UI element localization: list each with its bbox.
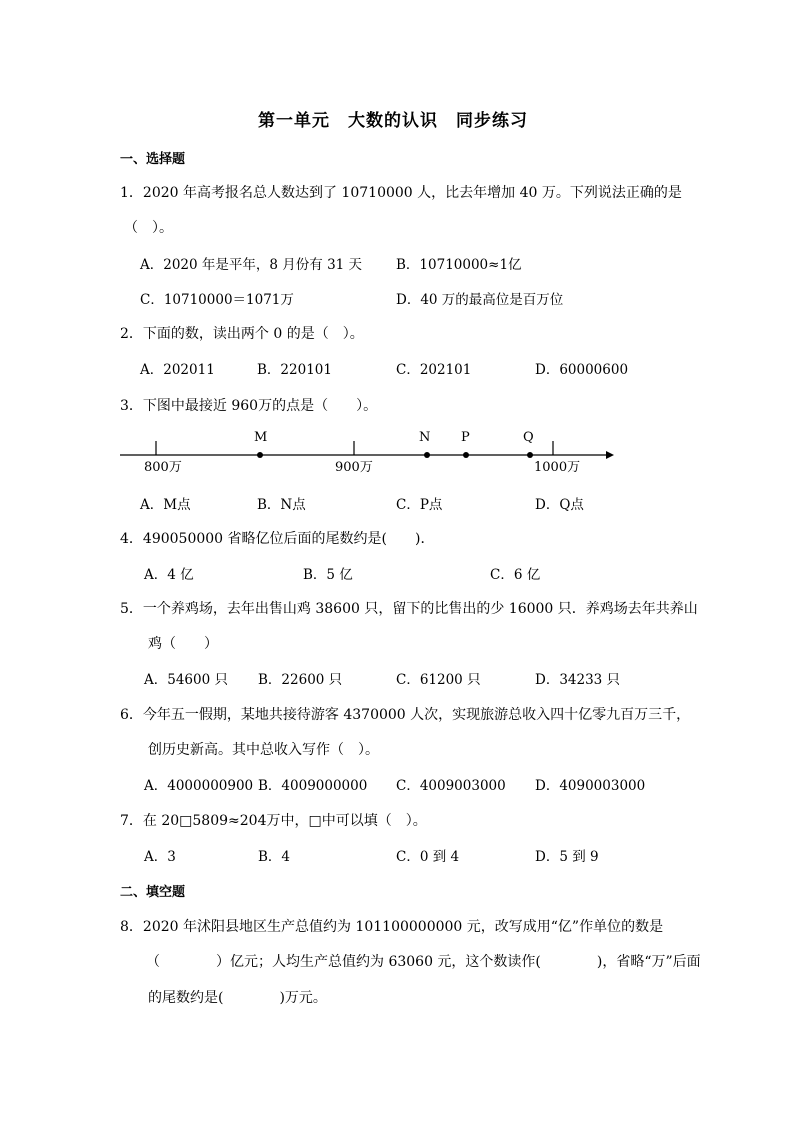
point-label-n: N (419, 430, 431, 445)
question-7-option-c: C．0 到 4 (396, 849, 460, 865)
question-7-stem: 7．在 20□5809≈204万中，□中可以填（ ）。 (120, 813, 427, 829)
section-heading-choice: 一、选择题 (120, 152, 186, 167)
question-2-option-d: D．60000600 (535, 362, 629, 378)
question-6-option-a: A．4000000900 (144, 778, 254, 794)
question-4-option-b: B．5 亿 (303, 567, 353, 583)
question-3-stem: 3．下图中最接近 960万的点是（ ）。 (120, 398, 378, 414)
question-7-option-a: A．3 (144, 849, 176, 865)
page-title: 第一单元 大数的认识 同步练习 (258, 111, 528, 131)
question-1-option-d: D．40 万的最高位是百万位 (396, 292, 564, 308)
question-5-stem-line2: 鸡（ ） (148, 636, 218, 652)
point-p (463, 452, 469, 458)
question-3-option-b: B．N点 (257, 497, 306, 513)
point-label-p: P (461, 430, 470, 445)
question-4-option-c: C．6 亿 (490, 567, 541, 583)
question-4-stem: 4．490050000 省略亿位后面的尾数约是( )． (120, 531, 435, 547)
question-3-option-c: C．P点 (396, 497, 443, 513)
question-4-option-a: A．4 亿 (144, 567, 194, 583)
question-7-option-d: D．5 到 9 (535, 849, 599, 865)
question-8-stem-line1: 8．2020 年沭阳县地区生产总值约为 101100000000 元，改写成用“亿”作单位的数是 (120, 919, 664, 935)
tick-label-800: 800万 (144, 460, 182, 475)
question-1-option-b: B．10710000≈1亿 (396, 257, 522, 273)
question-7-option-b: B．4 (258, 849, 291, 865)
point-q (527, 452, 533, 458)
section-heading-fill: 二、填空题 (120, 885, 186, 900)
question-5-option-c: C．61200 只 (396, 672, 481, 688)
question-2-stem: 2．下面的数，读出两个 0 的是（ ）。 (120, 326, 364, 342)
question-1-stem-line1: 1．2020 年高考报名总人数达到了 10710000 人，比去年增加 40 万。下列说法正确的是 (120, 185, 682, 201)
question-6-option-d: D．4090003000 (535, 778, 646, 794)
question-5-stem-line1: 5．一个养鸡场，去年出售山鸡 38600 只，留下的比售出的少 16000 只．养鸡场去年共养山 (120, 601, 698, 617)
question-1-option-a: A．2020 年是平年，8 月份有 31 天 (140, 257, 363, 273)
point-label-q: Q (523, 430, 534, 445)
question-3-option-d: D．Q点 (535, 497, 584, 513)
question-6-stem-line1: 6．今年五一假期，某地共接待游客 4370000 人次，实现旅游总收入四十亿零九百万三千， (120, 707, 691, 723)
number-line-figure (110, 425, 620, 480)
question-6-option-b: B．4009000000 (258, 778, 368, 794)
question-8-stem-line3: 的尾数约是( )万元。 (148, 990, 327, 1006)
question-5-option-b: B．22600 只 (258, 672, 343, 688)
question-1-stem-line2: （ ）。 (124, 220, 173, 236)
question-3-option-a: A．M点 (140, 497, 191, 513)
question-8-stem-line2: （ ）亿元；人均生产总值约为 63060 元，这个数读作( )，省略“万”后面 (146, 954, 701, 970)
point-n (424, 452, 430, 458)
question-5-option-d: D．34233 只 (535, 672, 621, 688)
question-5-option-a: A．54600 只 (144, 672, 228, 688)
number-line-arrow (606, 451, 614, 459)
question-1-option-c: C．10710000＝1071万 (140, 292, 294, 308)
question-2-option-a: A．202011 (140, 362, 215, 378)
question-6-option-c: C．4009003000 (396, 778, 506, 794)
question-2-option-b: B．220101 (257, 362, 332, 378)
question-2-option-c: C．202101 (396, 362, 472, 378)
point-label-m: M (254, 430, 268, 445)
question-6-stem-line2: 创历史新高。其中总收入写作（ ）。 (148, 742, 379, 758)
point-m (257, 452, 263, 458)
tick-label-1000: 1000万 (534, 460, 581, 475)
tick-label-900: 900万 (335, 460, 373, 475)
